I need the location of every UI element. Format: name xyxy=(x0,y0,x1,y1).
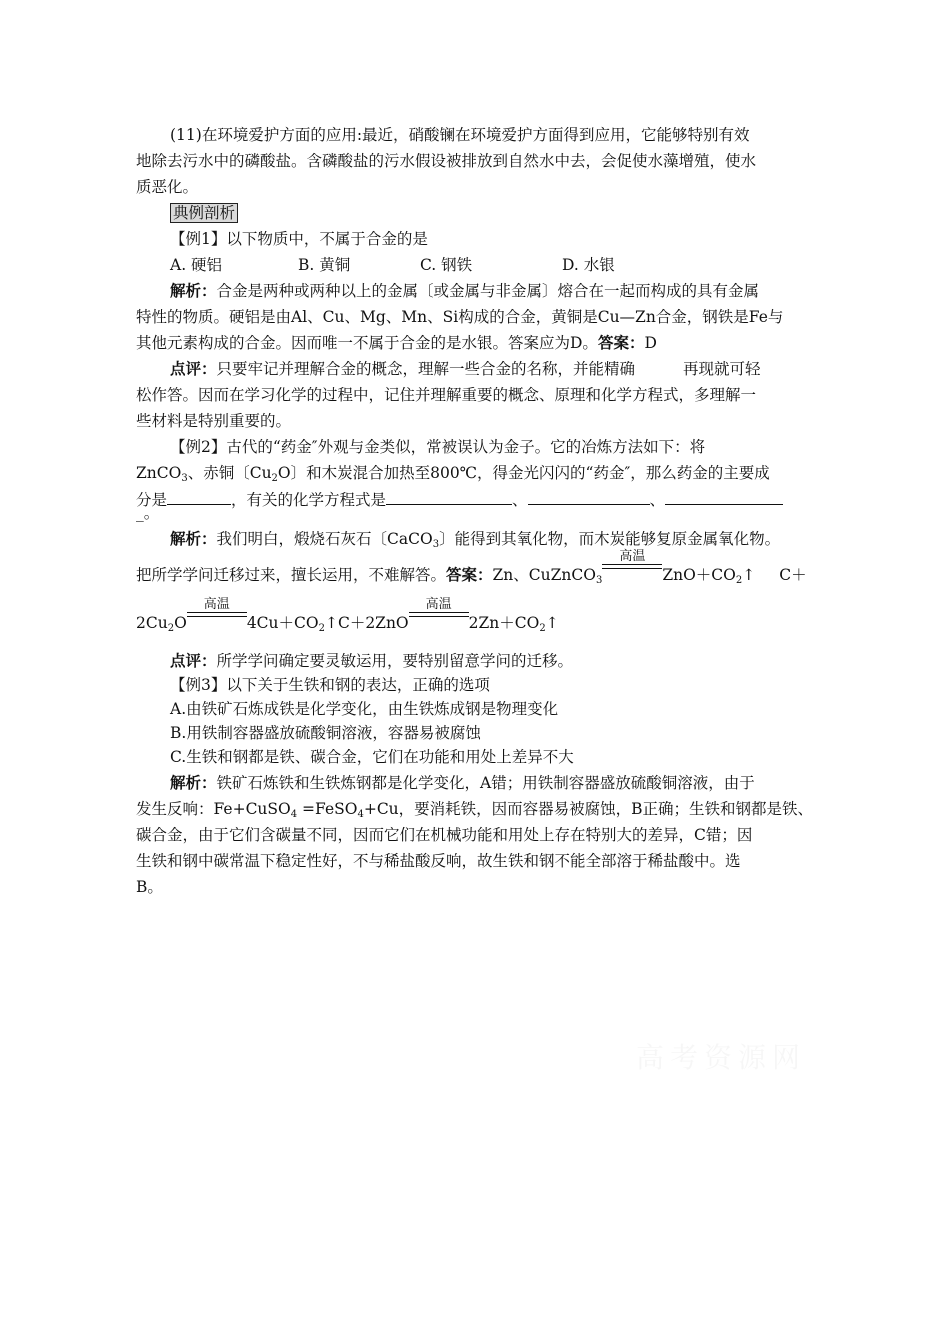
analysis-text: 把所学学问迁移过来，擅长运用，不难解答。 xyxy=(136,566,447,584)
answer-text: C＋ xyxy=(779,566,807,584)
equals-bar xyxy=(187,612,247,613)
subscript: 4 xyxy=(290,809,298,820)
subscript: 3 xyxy=(181,473,188,484)
reaction-condition xyxy=(187,597,247,628)
subscript: 2 xyxy=(735,575,743,586)
example-2-analysis-line-1 xyxy=(170,528,850,550)
example-2-question-line-4: _。 xyxy=(136,504,160,522)
example-3-analysis-line-2 xyxy=(136,798,816,820)
analysis-text: 其他元素构成的合金。因而唯一不属于合金的是水银。答案应为D。 xyxy=(136,334,598,352)
condition-label: 高温 xyxy=(425,597,452,612)
analysis-label: 解析： xyxy=(170,773,217,792)
analysis-text: 〕能得到其氧化物，而木炭能够复原金属氧化物。 xyxy=(439,530,781,548)
analysis-text: +Cu，要消耗铁，因而容器易被腐蚀，B正确；生铁和钢都是铁、 xyxy=(363,800,814,818)
analysis-text: 发生反响：Fe+CuSO xyxy=(136,800,291,818)
example-2-question-line-2 xyxy=(136,462,816,484)
option-b: B. 黄铜 xyxy=(298,256,351,274)
example-1-analysis-line-1 xyxy=(170,280,850,302)
watermark xyxy=(636,1036,806,1076)
answer-text: ZnO＋CO xyxy=(662,566,736,584)
example-1-question: 【例1】以下物质中，不属于合金的是 xyxy=(170,230,428,248)
section-title: 典例剖析 xyxy=(170,203,238,223)
answer-label: 答案： xyxy=(446,565,493,584)
para-11-line-1: (11)在环境爱护方面的应用:最近，硝酸镧在环境爱护方面得到应用，它能够特别有效 xyxy=(170,126,750,144)
answer-text: Zn、CuZnCO xyxy=(492,566,596,584)
comment-label: 点评： xyxy=(170,651,217,670)
equals-bar xyxy=(187,616,247,617)
question-text: ，有关的化学方程式是 xyxy=(231,491,387,509)
example-3-option-a: A.由铁矿石炼成铁是化学变化，由生铁炼成钢是物理变化 xyxy=(170,700,559,718)
answer-value: D xyxy=(644,334,657,352)
subscript: 3 xyxy=(432,539,440,550)
equals-bar xyxy=(409,612,469,613)
analysis-text: 合金是两种或两种以上的金属〔或金属与非金属〕熔合在一起而构成的具有金属 xyxy=(216,282,760,300)
separator: 、 xyxy=(512,491,528,509)
subscript: 4 xyxy=(357,809,364,820)
option-c: C. 钢铁 xyxy=(420,256,473,274)
analysis-text: =FeSO xyxy=(297,800,358,818)
equals-bar xyxy=(602,564,662,565)
example-3-analysis-line-4: 生铁和钢中碳常温下稳定性好，不与稀盐酸反响，故生铁和钢不能全部溶于稀盐酸中。选 xyxy=(136,852,741,870)
separator: 、 xyxy=(649,491,666,509)
example-3-analysis-line-1 xyxy=(170,772,850,794)
example-3-option-b: B.用铁制容器盛放硫酸铜溶液，容器易被腐蚀 xyxy=(170,724,481,742)
reaction-condition xyxy=(409,597,469,628)
gas-arrow: ↑ xyxy=(545,614,559,632)
analysis-text: 铁矿石炼铁和生铁炼钢都是化学变化，A错；用铁制容器盛放硫酸铜溶液，由于 xyxy=(216,774,755,792)
analysis-text: 我们明白，煅烧石灰石〔CaCO xyxy=(216,530,433,548)
example-2-question-line-1: 【例2】古代的“药金″外观与金类似，常被误认为金子。它的冶炼方法如下：将 xyxy=(170,438,706,456)
gas-arrow: ↑ xyxy=(742,566,756,584)
example-2-comment xyxy=(170,650,850,672)
condition-label: 高温 xyxy=(203,597,230,612)
comment-text: 只要牢记并理解合金的概念，理解一些合金的名称，并能精确 xyxy=(216,360,636,378)
reaction-condition xyxy=(602,549,662,580)
equals-bar xyxy=(602,568,662,569)
example-1-analysis-line-3 xyxy=(136,332,816,354)
subscript: 2 xyxy=(167,623,175,634)
question-text: O〕和木炭混合加热至800℃，得金光闪闪的“药金″，那么药金的主要成 xyxy=(277,464,770,482)
analysis-label: 解析： xyxy=(170,281,217,300)
example-2-analysis-line-2 xyxy=(136,549,816,586)
example-3-analysis-line-3: 碳合金，由于它们含碳量不同，因而它们在机械功能和用处上存在特别大的差异，C错；因 xyxy=(136,826,753,844)
example-1-options xyxy=(170,254,850,276)
example-3-option-c: C.生铁和钢都是铁、碳合金，它们在功能和用处上差异不大 xyxy=(170,748,574,766)
section-heading xyxy=(170,202,850,224)
example-1-comment-line-2: 松作答。因而在学习化学的过程中，记住并理解重要的概念、原理和化学方程式，多理解一 xyxy=(136,386,757,404)
formula-text: 、赤铜〔Cu xyxy=(187,464,272,482)
comment-text: 所学学问确定要灵敏运用，要特别留意学问的迁移。 xyxy=(216,652,574,670)
formula-text: 2Cu xyxy=(136,614,168,632)
formula-text: ↑C＋2ZnO xyxy=(324,614,409,632)
formula-text: 4Cu＋CO xyxy=(246,614,319,632)
example-1-analysis-line-2: 特性的物质。硬铝是由Al、Cu、Mg、Mn、Si构成的合金，黄铜是Cu—Zn合金，钢铁是Fe与 xyxy=(136,308,784,326)
comment-text-cont: 再现就可轻 xyxy=(683,360,761,378)
example-3-analysis-line-5: B。 xyxy=(136,878,163,896)
formula-text: O xyxy=(174,614,187,632)
subscript: 2 xyxy=(539,623,546,634)
subscript: 3 xyxy=(595,575,603,586)
subscript: 2 xyxy=(271,473,278,484)
option-d: D. 水银 xyxy=(562,256,615,274)
example-1-comment-line-1 xyxy=(170,358,850,380)
example-1-comment-line-3: 些材料是特别重要的。 xyxy=(136,412,292,430)
equals-bar xyxy=(409,616,469,617)
formula-text: ZnCO xyxy=(136,464,182,482)
answer-label: 答案： xyxy=(597,333,645,352)
subscript: 2 xyxy=(318,623,325,634)
example-2-equation-line xyxy=(136,597,816,634)
question-text: 分是 xyxy=(136,491,168,509)
condition-label: 高温 xyxy=(619,549,646,564)
formula-text: 2Zn＋CO xyxy=(468,614,540,632)
comment-label: 点评： xyxy=(170,359,217,378)
example-3-question: 【例3】以下关于生铁和钢的表达，正确的选项 xyxy=(170,676,490,694)
analysis-label: 解析： xyxy=(170,529,217,548)
para-11-line-2: 地除去污水中的磷酸盐。含磷酸盐的污水假设被排放到自然水中去，会促使水藻增殖，使水 xyxy=(136,152,757,170)
para-11-line-3: 质恶化。 xyxy=(136,178,199,196)
option-a: A. 硬铝 xyxy=(170,256,223,274)
